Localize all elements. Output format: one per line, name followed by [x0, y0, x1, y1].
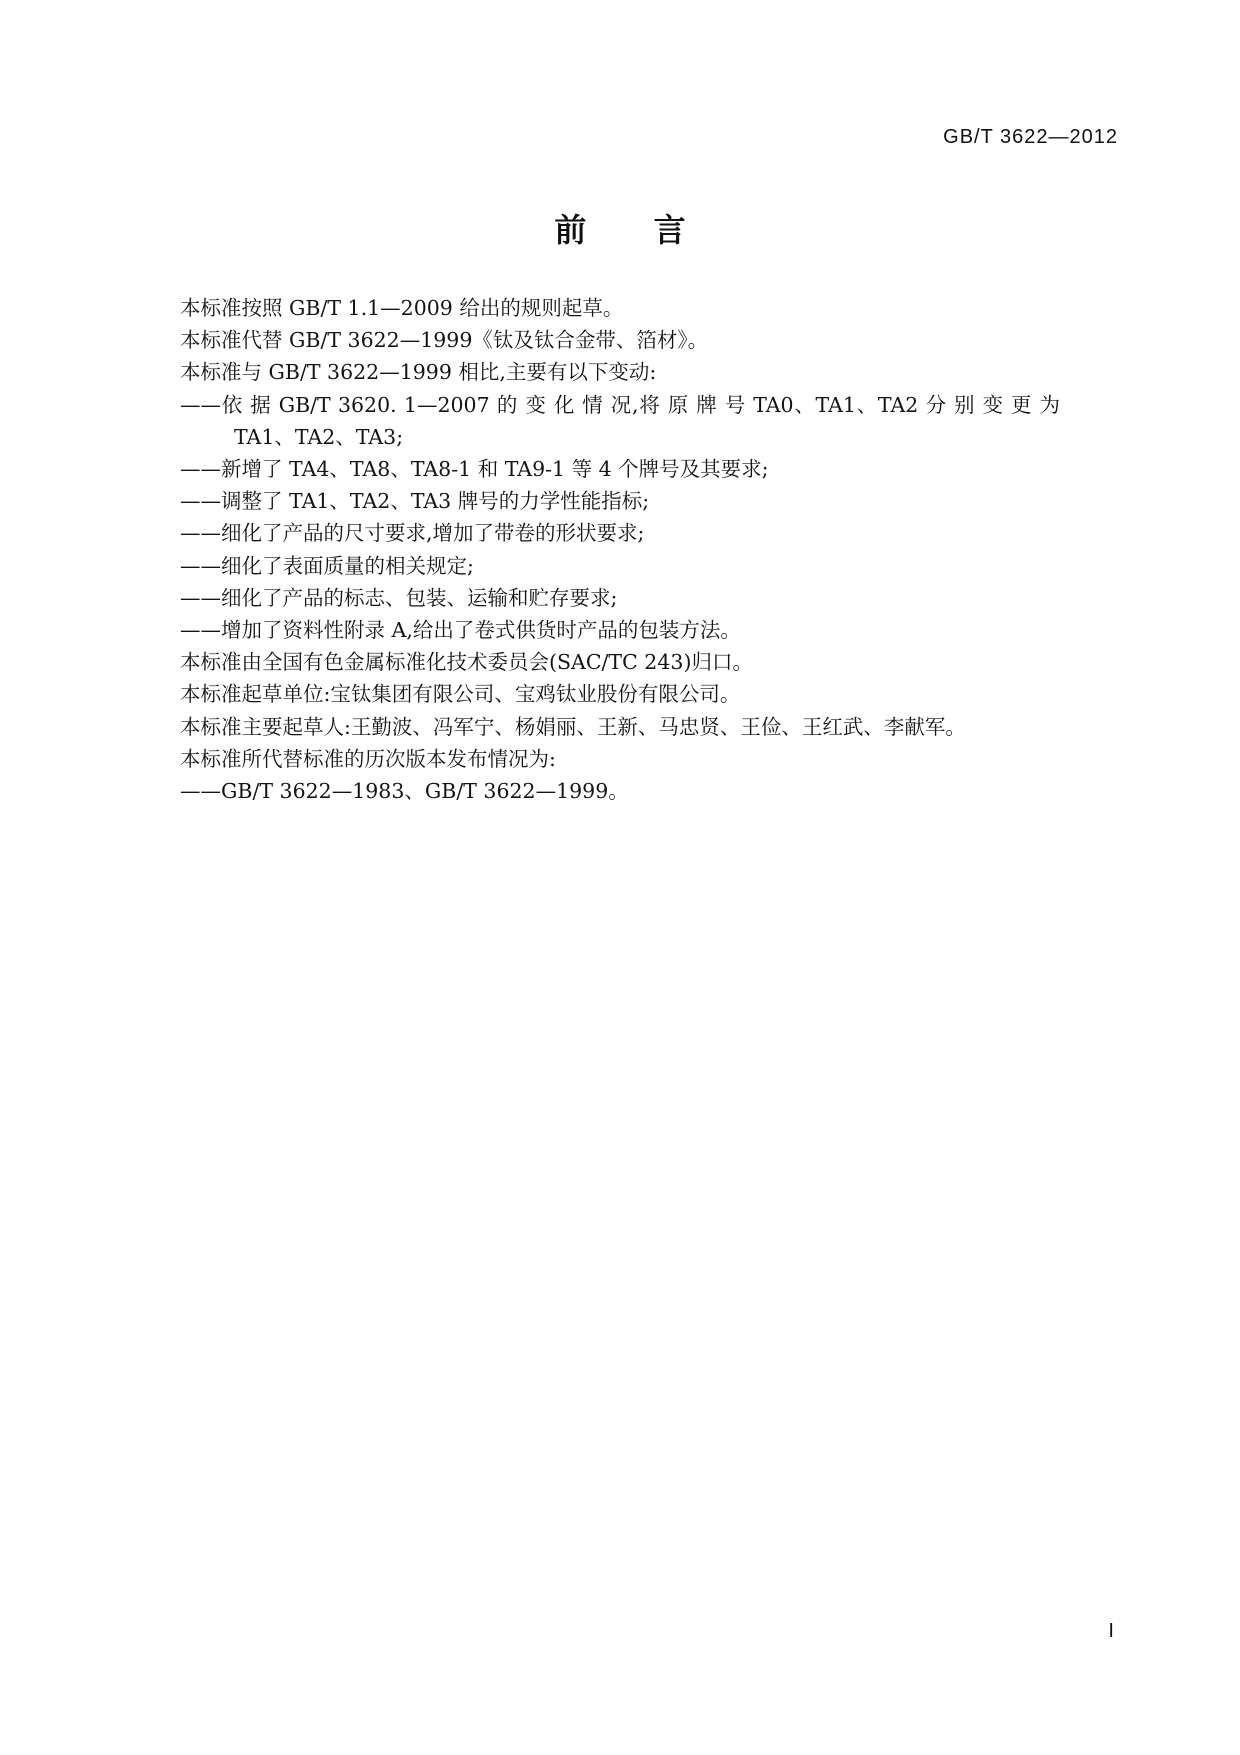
foreword-change-item: ——新增了 TA4、TA8、TA8-1 和 TA9-1 等 4 个牌号及其要求;: [180, 457, 769, 482]
foreword-body: [180, 292, 1060, 807]
foreword-change-item: ——依 据 GB/T 3620. 1—2007 的 变 化 情 况,将 原 牌 号 TA0、TA1、TA2 分 别 变 更 为 TA1、TA2、TA3;: [180, 392, 1060, 449]
foreword-change-item: ——增加了资料性附录 A,给出了卷式供货时产品的包装方法。: [180, 618, 741, 643]
foreword-change-item: ——细化了表面质量的相关规定;: [180, 553, 474, 578]
foreword-paragraph: 本标准代替 GB/T 3622—1999《钛及钛合金带、箔材》。: [180, 328, 709, 353]
foreword-paragraph: 本标准由全国有色金属标准化技术委员会(SAC/TC 243)归口。: [180, 650, 753, 675]
page-number: Ⅰ: [1108, 1621, 1114, 1642]
page-header-standard-number: GB/T 3622—2012: [943, 126, 1118, 148]
foreword-change-item: ——调整了 TA1、TA2、TA3 牌号的力学性能指标;: [180, 489, 650, 514]
foreword-paragraph: 本标准所代替标准的历次版本发布情况为:: [180, 746, 556, 771]
foreword-paragraph: 本标准起草单位:宝钛集团有限公司、宝鸡钛业股份有限公司。: [180, 682, 741, 707]
foreword-paragraph: 本标准按照 GB/T 1.1—2009 给出的规则起草。: [180, 296, 624, 320]
page-title: 前 言: [554, 211, 714, 249]
foreword-paragraph: 本标准与 GB/T 3622—1999 相比,主要有以下变动:: [180, 360, 657, 385]
foreword-paragraph: 本标准主要起草人:王勤波、冯军宁、杨娟丽、王新、马忠贤、王俭、王红武、李献军。: [180, 714, 966, 739]
foreword-history-item: ——GB/T 3622—1983、GB/T 3622—1999。: [180, 779, 629, 804]
foreword-change-item: ——细化了产品的尺寸要求,增加了带卷的形状要求;: [180, 521, 645, 546]
foreword-change-item: ——细化了产品的标志、包装、运输和贮存要求;: [180, 585, 618, 610]
